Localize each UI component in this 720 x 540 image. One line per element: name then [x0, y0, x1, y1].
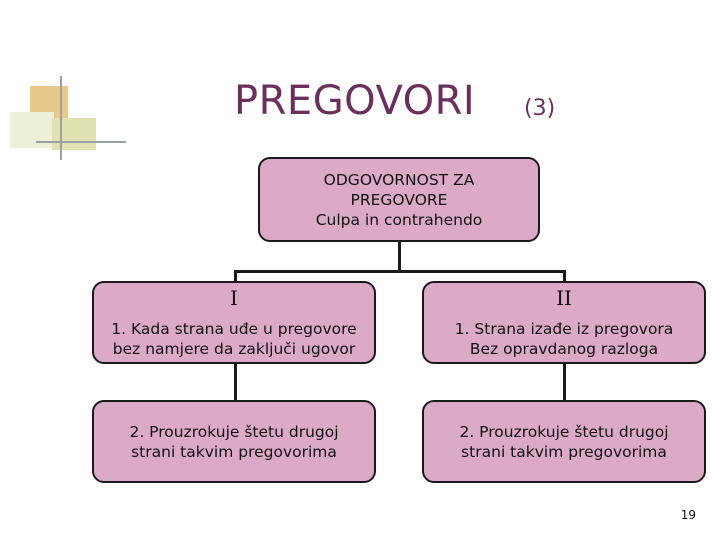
connector-right-middle — [563, 362, 566, 402]
root-box-line3: Culpa in contrahendo — [315, 210, 483, 229]
right-item1-line1: 1. Strana izađe iz pregovora — [454, 319, 674, 338]
root-box-line2: PREGOVORE — [350, 190, 448, 209]
right-roman-numeral: II — [556, 285, 572, 310]
right-item2-box — [422, 400, 706, 483]
slide-title-number: (3) — [524, 96, 556, 121]
page-number: 19 — [680, 508, 696, 522]
decor-vline — [60, 76, 62, 160]
left-item1-line2: bez namjere da zaključi ugovor — [112, 339, 356, 358]
left-item1-line1: 1. Kada strana uđe u pregovore — [111, 319, 357, 338]
right-item2-line2: strani takvim pregovorima — [461, 442, 667, 461]
right-item1-line2: Bez opravdanog razloga — [469, 339, 659, 358]
left-item2-box — [92, 400, 376, 483]
left-item2-line1: 2. Prouzrokuje štetu drugoj — [129, 422, 339, 441]
root-box — [258, 157, 540, 242]
left-item2-line2: strani takvim pregovorima — [131, 442, 337, 461]
right-item1-box — [422, 281, 706, 364]
root-box-line1: ODGOVORNOST ZA — [323, 170, 475, 189]
connector-root-down — [398, 240, 401, 271]
slide-title: PREGOVORI — [234, 78, 476, 124]
decor-hline — [36, 141, 126, 143]
connector-left-middle — [234, 362, 237, 402]
left-roman-numeral: I — [230, 285, 238, 310]
left-item1-box — [92, 281, 376, 364]
connector-horizontal — [234, 270, 566, 273]
decor-square-olive — [52, 118, 96, 150]
right-item2-line1: 2. Prouzrokuje štetu drugoj — [459, 422, 669, 441]
